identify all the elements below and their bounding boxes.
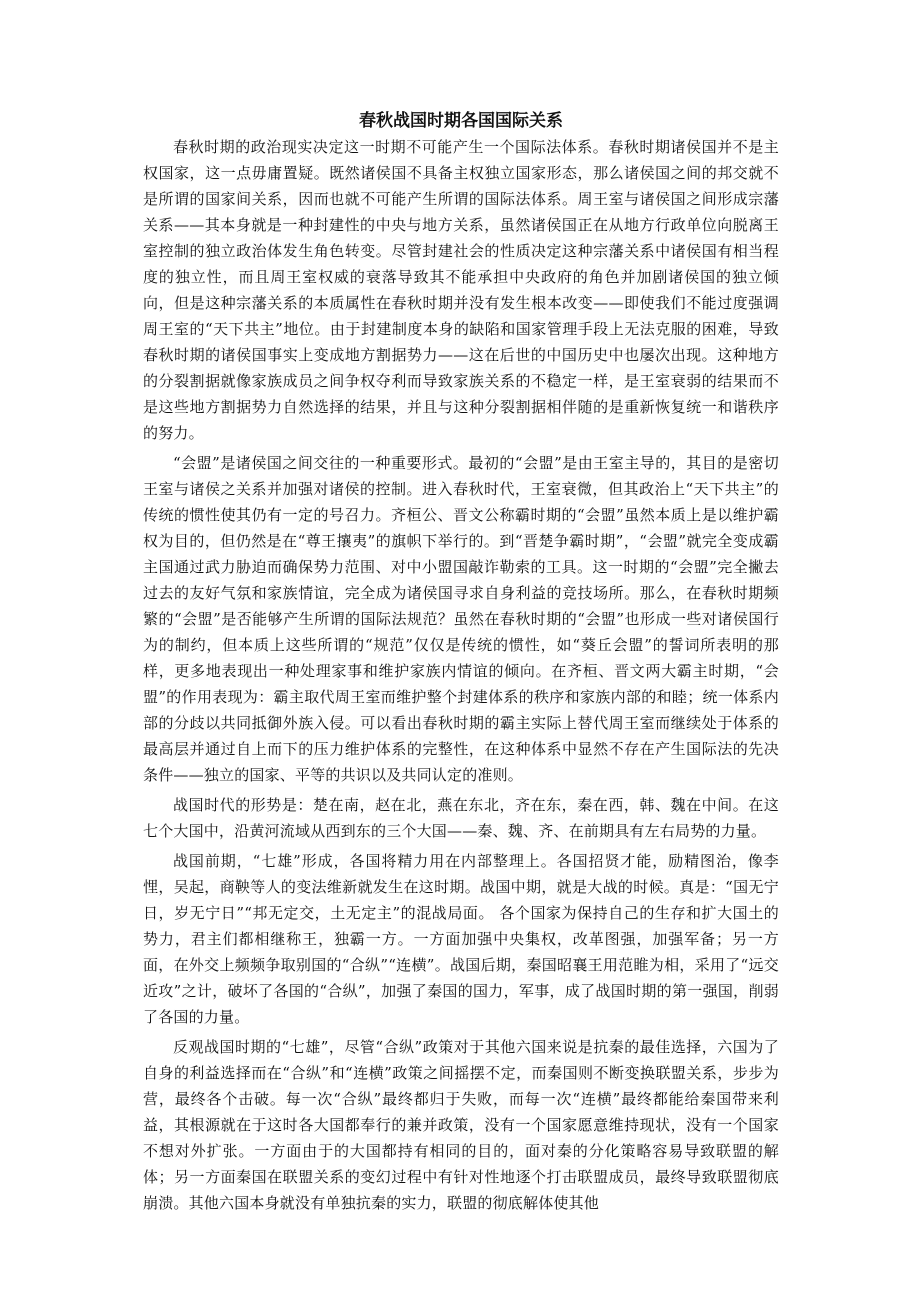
paragraph-warring-states-geography: 战国时代的形势是：楚在南，赵在北，燕在东北，齐在东，秦在西，韩、魏在中间。在这七个大国中，沿黄河流域从西到东的三个大国——秦、魏、齐、在前期具有左右局势的力量。	[143, 796, 779, 840]
paragraph-spring-autumn-politics: 春秋时期的政治现实决定这一时期不可能产生一个国际法体系。春秋时期诸侯国并不是主权国家，这一点毋庸置疑。既然诸侯国不具备主权独立国家形态，那么诸侯国之间的邦交就不是所谓的国家间关系，因而也就不可能产生所谓的国际法体系。周王室与诸侯国之间形成宗藩关系——其本身就是一种封建性的中央与地方关系，虽然诸侯国正在从地方行政单位向脱离王室控制的独立政治体发生角色转变。尽管封建社会的性质决定这种宗藩关系中诸侯国有相当程度的独立性，而且周王室权威的衰落导致其不能承担中央政府的角色并加剧诸侯国的独立倾向，但是这种宗藩关系的本质属性在春秋时期并没有发生根本改变——即使我们不能过度强调周王室的“天下共主”地位。由于封建制度本身的缺陷和国家管理手段上无法克服的困难，导致春秋时期的诸侯国事实上变成地方割据势力——这在后世的中国历史中也屡次出现。这种地方的分裂割据就像家族成员之间争权夺利而导致家族关系的不稳定一样，是王室衰弱的结果而不是这些地方割据势力自然选择的结果，并且与这种分裂割据相伴随的是重新恢复统一和谐秩序的努力。	[143, 138, 779, 442]
paragraph-alliance-meetings: “会盟”是诸侯国之间交往的一种重要形式。最初的“会盟”是由王室主导的，其目的是密切王室与诸侯之关系并加强对诸侯的控制。进入春秋时代，王室衰微，但其政治上“天下共主”的传统的惯性使其仍有一定的号召力。齐桓公、晋文公称霸时期的“会盟”虽然本质上是以维护霸权为目的，但仍然是在“尊王攘夷”的旗帜下举行的。到“晋楚争霸时期”，“会盟”就完全变成霸主国通过武力胁迫而确保势力范围、对中小盟国敲诈勒索的工具。这一时期的“会盟”完全撇去过去的友好气氛和家族情谊，完全成为诸侯国寻求自身利益的竞技场所。那么，在春秋时期频繁的“会盟”是否能够产生所谓的国际法规范？虽然在春秋时期的“会盟”也形成一些对诸侯国行为的制约，但本质上这些所谓的“规范”仅仅是传统的惯性，如“葵丘会盟”的誓词所表明的那样，更多地表现出一种处理家事和维护家族内情谊的倾向。在齐桓、晋文两大霸主时期，“会盟”的作用表现为：霸主取代周王室而维护整个封建体系的秩序和家族内部的和睦；统一体系内部的分歧以共同抵御外族入侵。可以看出春秋时期的霸主实际上替代周王室而继续处于体系的最高层并通过自上而下的压力维护体系的完整性，在这种体系中显然不存在产生国际法的先决条件——独立的国家、平等的共识以及共同认定的准则。	[143, 454, 779, 784]
paragraph-seven-powers-alliances: 反观战国时期的“七雄”，尽管“合纵”政策对于其他六国来说是抗秦的最佳选择，六国为了自身的利益选择而在“合纵”和“连横”政策之间摇摆不定，而秦国则不断变换联盟关系，步步为营，最终各个击破。每一次“合纵”最终都归于失败，而每一次“连横”最终都能给秦国带来利益，其根源就在于这时各大国都奉行的兼并政策，没有一个国家愿意维持现状，没有一个国家不想对外扩张。一方面由于的大国都持有相同的目的，面对秦的分化策略容易导致联盟的解体；另一方面秦国在联盟关系的变幻过程中有针对性地逐个打击联盟成员，最终导致联盟彻底崩溃。其他六国本身就没有单独抗秦的实力，联盟的彻底解体使其他	[143, 1038, 779, 1212]
document-body	[143, 108, 779, 1216]
document-title: 春秋战国时期各国国际关系	[359, 111, 563, 131]
paragraph-warring-states-periods: 战国前期，“七雄”形成，各国将精力用在内部整理上。各国招贤才能，励精图治，像李悝，吴起，商鞅等人的变法维新就发生在这时期。战国中期，就是大战的时候。真是：“国无宁日，岁无宁日”“邦无定交，土无定主”的混战局面。 各个国家为保持自己的生存和扩大国土的势力，君主们都相继称王，独霸一方。一方面加强中央集权，改革图强，加强军备；另一方面，在外交上频频争取别国的“合纵”“连横”。战国后期，秦国昭襄王用范睢为相，采用了“远交近攻”之计，破坏了各国的“合纵”，加强了秦国的国力，军事，成了战国时期的第一强国，削弱了各国的力量。	[143, 852, 779, 1026]
